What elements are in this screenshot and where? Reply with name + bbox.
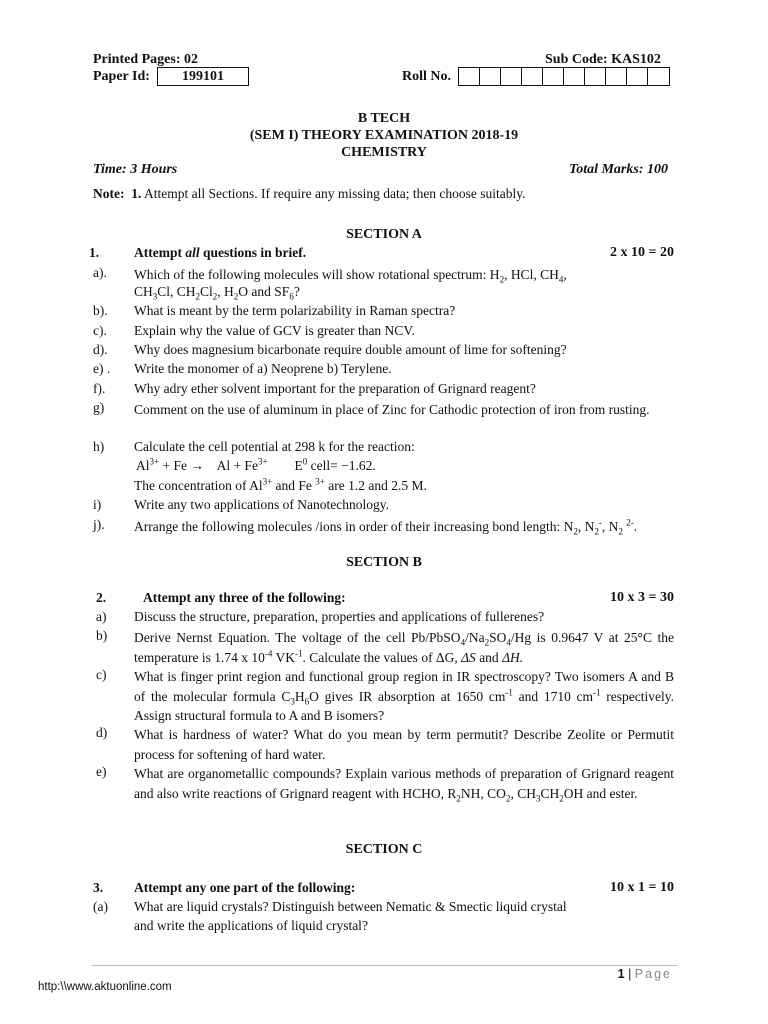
q2c-label: c) bbox=[96, 667, 107, 682]
q2-marks: 10 x 3 = 30 bbox=[610, 590, 674, 605]
title-subject: CHEMISTRY bbox=[341, 145, 427, 160]
q2-instruction: Attempt any three of the following: bbox=[143, 590, 346, 605]
q2-number: 2. bbox=[96, 590, 107, 605]
q1-marks: 2 x 10 = 20 bbox=[610, 245, 674, 260]
q2c-text: What is finger print region and functional group region in IR spectroscopy? Two isomers A and B of the molecular formula $C_3H_6O$ gives IR absorption at 1650 $cm^{-1}$ and 1710 $cm^{-1}$ respectively. Assign structural formula to A and B isomers? bbox=[134, 669, 675, 723]
q1g-label: g) bbox=[93, 400, 105, 415]
section-b-heading: SECTION B bbox=[346, 555, 422, 570]
q1c-text: Explain why the value of GCV is greater than NCV. bbox=[134, 323, 415, 338]
note-text: Attempt all Sections. If require any missing data; then choose suitably. bbox=[144, 186, 526, 201]
q1f-label: f). bbox=[93, 381, 106, 396]
q2d-label: d) bbox=[96, 725, 108, 740]
roll-no-label: Roll No. bbox=[402, 69, 451, 84]
q1j-label: j). bbox=[93, 517, 105, 532]
q1g-text: Comment on the use of aluminum in place of Zinc for Cathodic protection of iron from rusting. bbox=[134, 402, 650, 417]
q1d-text: Why does magnesium bicarbonate require double amount of lime for softening? bbox=[134, 342, 567, 357]
q1e-text: Write the monomer of a) Neoprene b) Terylene. bbox=[134, 361, 392, 376]
roll-no-boxes bbox=[458, 67, 670, 86]
q1i-text: Write any two applications of Nanotechnology. bbox=[134, 497, 390, 512]
note bbox=[93, 186, 526, 202]
printed-pages: Printed Pages: 02 bbox=[93, 52, 198, 67]
q1d-label: d). bbox=[93, 342, 108, 357]
sub-code: Sub Code: KAS102 bbox=[545, 52, 661, 67]
q1j-text: Arrange the following molecules /ions in order of their increasing bond length: $N_2$, $N_2^-$, $N_2$ $^{2-}$. bbox=[134, 517, 638, 537]
q1b-label: b). bbox=[93, 303, 108, 318]
q2a-text: Discuss the structure, preparation, properties and applications of fullerenes? bbox=[134, 609, 545, 624]
title-btech: B TECH bbox=[357, 111, 411, 126]
q1a-text-cont: $CH_3Cl$, $CH_2Cl_2$, $H_2O$ and $SF_6$? bbox=[134, 284, 300, 302]
paper-id-label: Paper Id: bbox=[93, 69, 150, 84]
q1c-label: c). bbox=[93, 323, 107, 338]
q1a-text: Which of the following molecules will show rotational spectrum: $H_2$, HCl, $CH_4$, bbox=[134, 267, 567, 285]
q1h-concentration: The concentration of $Al^{3+}$ and Fe $^{3+}$ are 1.2 and 2.5 M. bbox=[134, 476, 427, 493]
q3a-line2: and write the applications of liquid crystal? bbox=[134, 918, 368, 933]
q1h-label: h) bbox=[93, 439, 105, 454]
page-number: 1 | Page bbox=[617, 967, 672, 981]
total-marks: Total Marks: 100 bbox=[568, 162, 668, 177]
q2e-label: e) bbox=[96, 764, 107, 779]
q2a-label: a) bbox=[96, 609, 107, 624]
q1e-label: e) . bbox=[93, 361, 111, 376]
section-a-heading: SECTION A bbox=[346, 227, 422, 242]
q3-marks: 10 x 1 = 10 bbox=[610, 880, 674, 895]
source-url[interactable]: http:\\www.aktuonline.com bbox=[38, 981, 172, 993]
q2b-text: Derive Nernst Equation. The voltage of the cell $Pb/PbSO_4/Na_2SO_4/Hg$ is 0.9647 V at 25°C the temperature is 1.74 x $10^{-4}$ $VK^{-1}$. Calculate the values of ΔG, ΔS and ΔH. bbox=[134, 630, 674, 665]
note-label: Note: bbox=[93, 186, 125, 201]
q1b-text: What is meant by the term polarizability in Raman spectra? bbox=[134, 303, 456, 318]
q2b-label: b) bbox=[96, 628, 108, 643]
footer-divider bbox=[92, 965, 677, 966]
q3-instruction: Attempt any one part of the following: bbox=[134, 880, 356, 895]
q3a-line1: What are liquid crystals? Distinguish between Nematic & Smectic liquid crystal bbox=[134, 899, 567, 914]
q2d-text: What is hardness of water? What do you mean by term permutit? Describe Zeolite or Permutit process for softening of hard water. bbox=[134, 727, 674, 762]
q1-instruction: Attempt all questions in brief. bbox=[134, 245, 307, 260]
paper-id-value: 199101 bbox=[182, 69, 224, 84]
q2e-text: What are organometallic compounds? Explain various methods of preparation of Grignard reagent and also write reactions of Grignard reagent with HCHO, $R_2NH$, $CO_2$, $CH_3CH_2OH$ and ester. bbox=[134, 766, 674, 804]
q3-number: 3. bbox=[93, 880, 104, 895]
note-num: 1. bbox=[131, 186, 142, 201]
q1-number: 1. bbox=[89, 245, 100, 260]
q3a-label: (a) bbox=[93, 899, 108, 914]
q1a-label: a). bbox=[93, 265, 107, 280]
paper-id-box bbox=[157, 67, 249, 86]
time-allowed: Time: 3 Hours bbox=[93, 162, 178, 177]
section-c-heading: SECTION C bbox=[345, 842, 423, 857]
q1h-equation: $Al^{3+} + Fe$ → $Al + Fe^{3+}$ $E^0$ cell= −1.62. bbox=[136, 456, 376, 473]
title-exam: (SEM I) THEORY EXAMINATION 2018-19 bbox=[249, 128, 519, 143]
q1i-label: i) bbox=[93, 497, 102, 512]
q1f-text: Why adry ether solvent important for the preparation of Grignard reagent? bbox=[134, 381, 536, 396]
q1h-text: Calculate the cell potential at 298 k for the reaction: bbox=[134, 439, 415, 454]
